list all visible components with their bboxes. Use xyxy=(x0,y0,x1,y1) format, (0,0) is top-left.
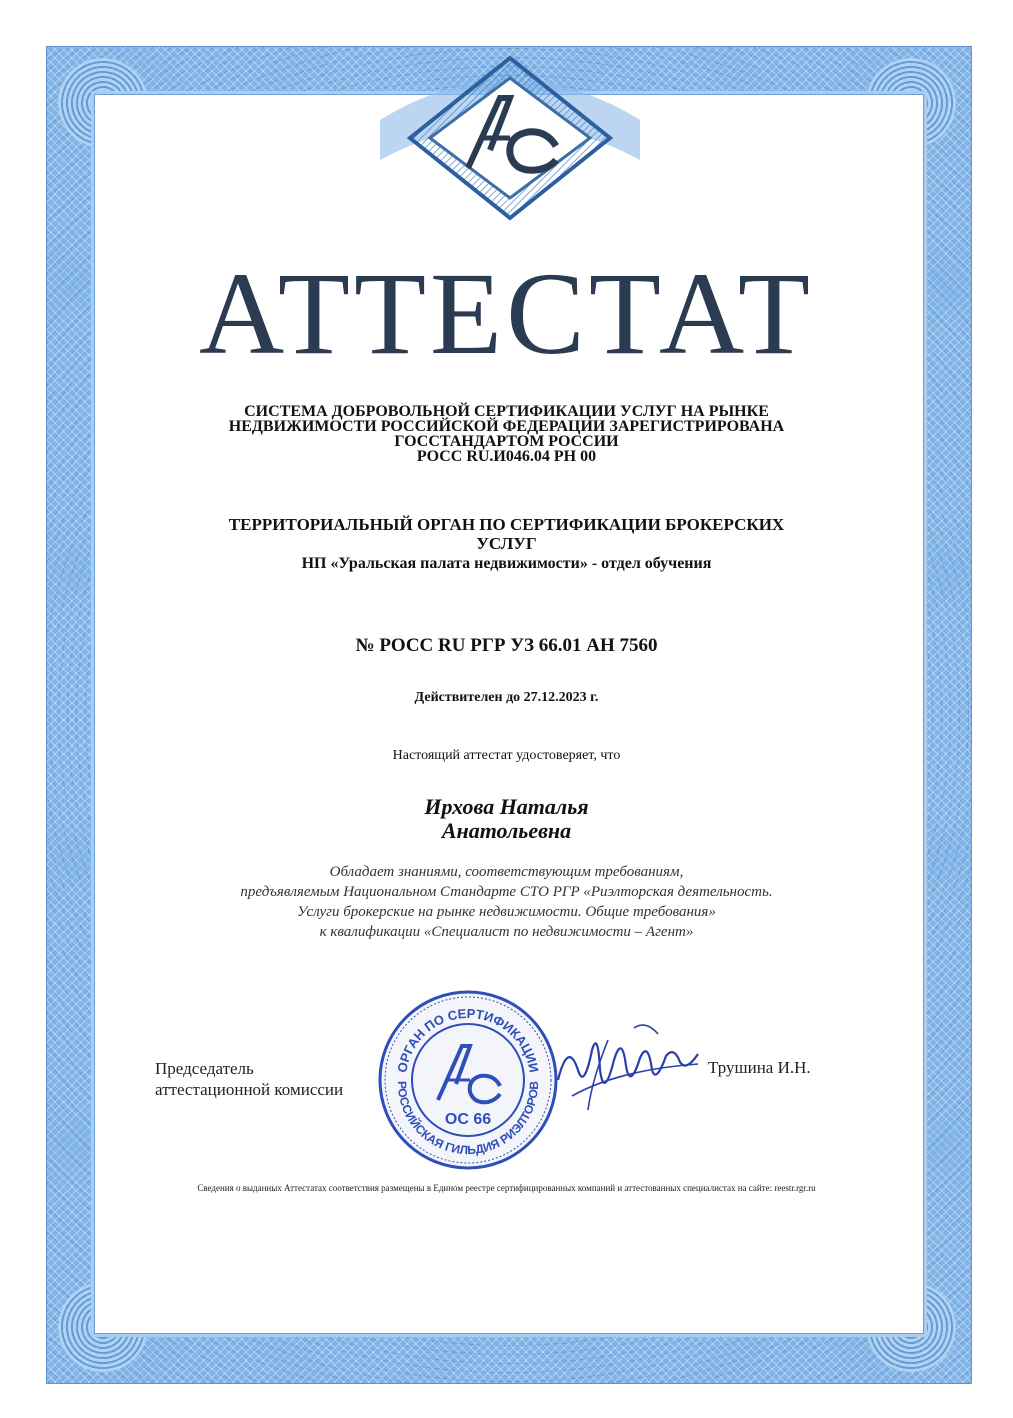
system-line: НЕДВИЖИМОСТИ РОССИЙСКОЙ ФЕДЕРАЦИИ ЗАРЕГИСТРИРОВАНА xyxy=(228,418,785,435)
signer-role-line: аттестационной комиссии xyxy=(155,1080,344,1099)
description-line: Услуги брокерские на рынке недвижимости. Общие требования» xyxy=(297,904,716,920)
rgr-logo-emblem xyxy=(360,50,660,240)
signer-role xyxy=(155,1058,343,1100)
system-registration-number: РОСС RU.И046.04 РН 00 xyxy=(416,448,597,465)
signer-name: Трушина И.Н. xyxy=(708,1058,811,1077)
holder-name-line: Анатольевна xyxy=(441,818,572,843)
stamp-code: ОС 66 xyxy=(444,1111,492,1128)
qualification-description xyxy=(0,862,1013,942)
certificate-title: АТТЕСТАТ xyxy=(199,248,814,379)
certificate-number: № РОСС RU РГР УЗ 66.01 АН 7560 xyxy=(355,635,658,656)
certification-system-info xyxy=(0,404,1013,464)
stamp-bottom-text: РОССИЙСКАЯ ГИЛЬДИЯ РИЭЛТОРОВ xyxy=(394,1080,542,1158)
holder-name-line: Ирхова Наталья xyxy=(424,794,589,819)
description-line: предъявляемым Национальном Стандарте СТО РГР «Риэлторская деятельность. xyxy=(240,884,773,900)
registry-footer-note: Сведения о выданных Аттестатах соответствия размещены в Едином реестре сертифицированных компаний и аттестованных специалистах на сайте: reestr.rgr.ru xyxy=(197,1183,816,1193)
organ-line: ТЕРРИТОРИАЛЬНЫЙ ОРГАН ПО СЕРТИФИКАЦИИ БРОКЕРСКИХ xyxy=(228,515,785,534)
system-line: СИСТЕМА ДОБРОВОЛЬНОЙ СЕРТИФИКАЦИИ УСЛУГ НА РЫНКЕ xyxy=(244,403,769,420)
territorial-organ xyxy=(0,515,1013,553)
stamp-top-text: ОРГАН ПО СЕРТИФИКАЦИИ xyxy=(394,1005,542,1074)
valid-until: Действителен до 27.12.2023 г. xyxy=(414,690,599,705)
organ-subtitle: НП «Уральская палата недвижимости» - отдел обучения xyxy=(301,555,712,572)
certifies-intro: Настоящий аттестат удостоверяет, что xyxy=(392,748,621,763)
description-line: к квалификации «Специалист по недвижимости – Агент» xyxy=(319,924,694,940)
signer-role-line: Председатель xyxy=(155,1059,254,1078)
system-line: ГОССТАНДАРТОМ РОССИИ xyxy=(394,433,619,450)
signature xyxy=(548,1010,708,1130)
organ-line: УСЛУГ xyxy=(476,534,537,553)
certification-stamp xyxy=(376,988,560,1172)
description-line: Обладает знаниями, соответствующим требованиям, xyxy=(329,864,684,880)
holder-name xyxy=(0,795,1013,843)
